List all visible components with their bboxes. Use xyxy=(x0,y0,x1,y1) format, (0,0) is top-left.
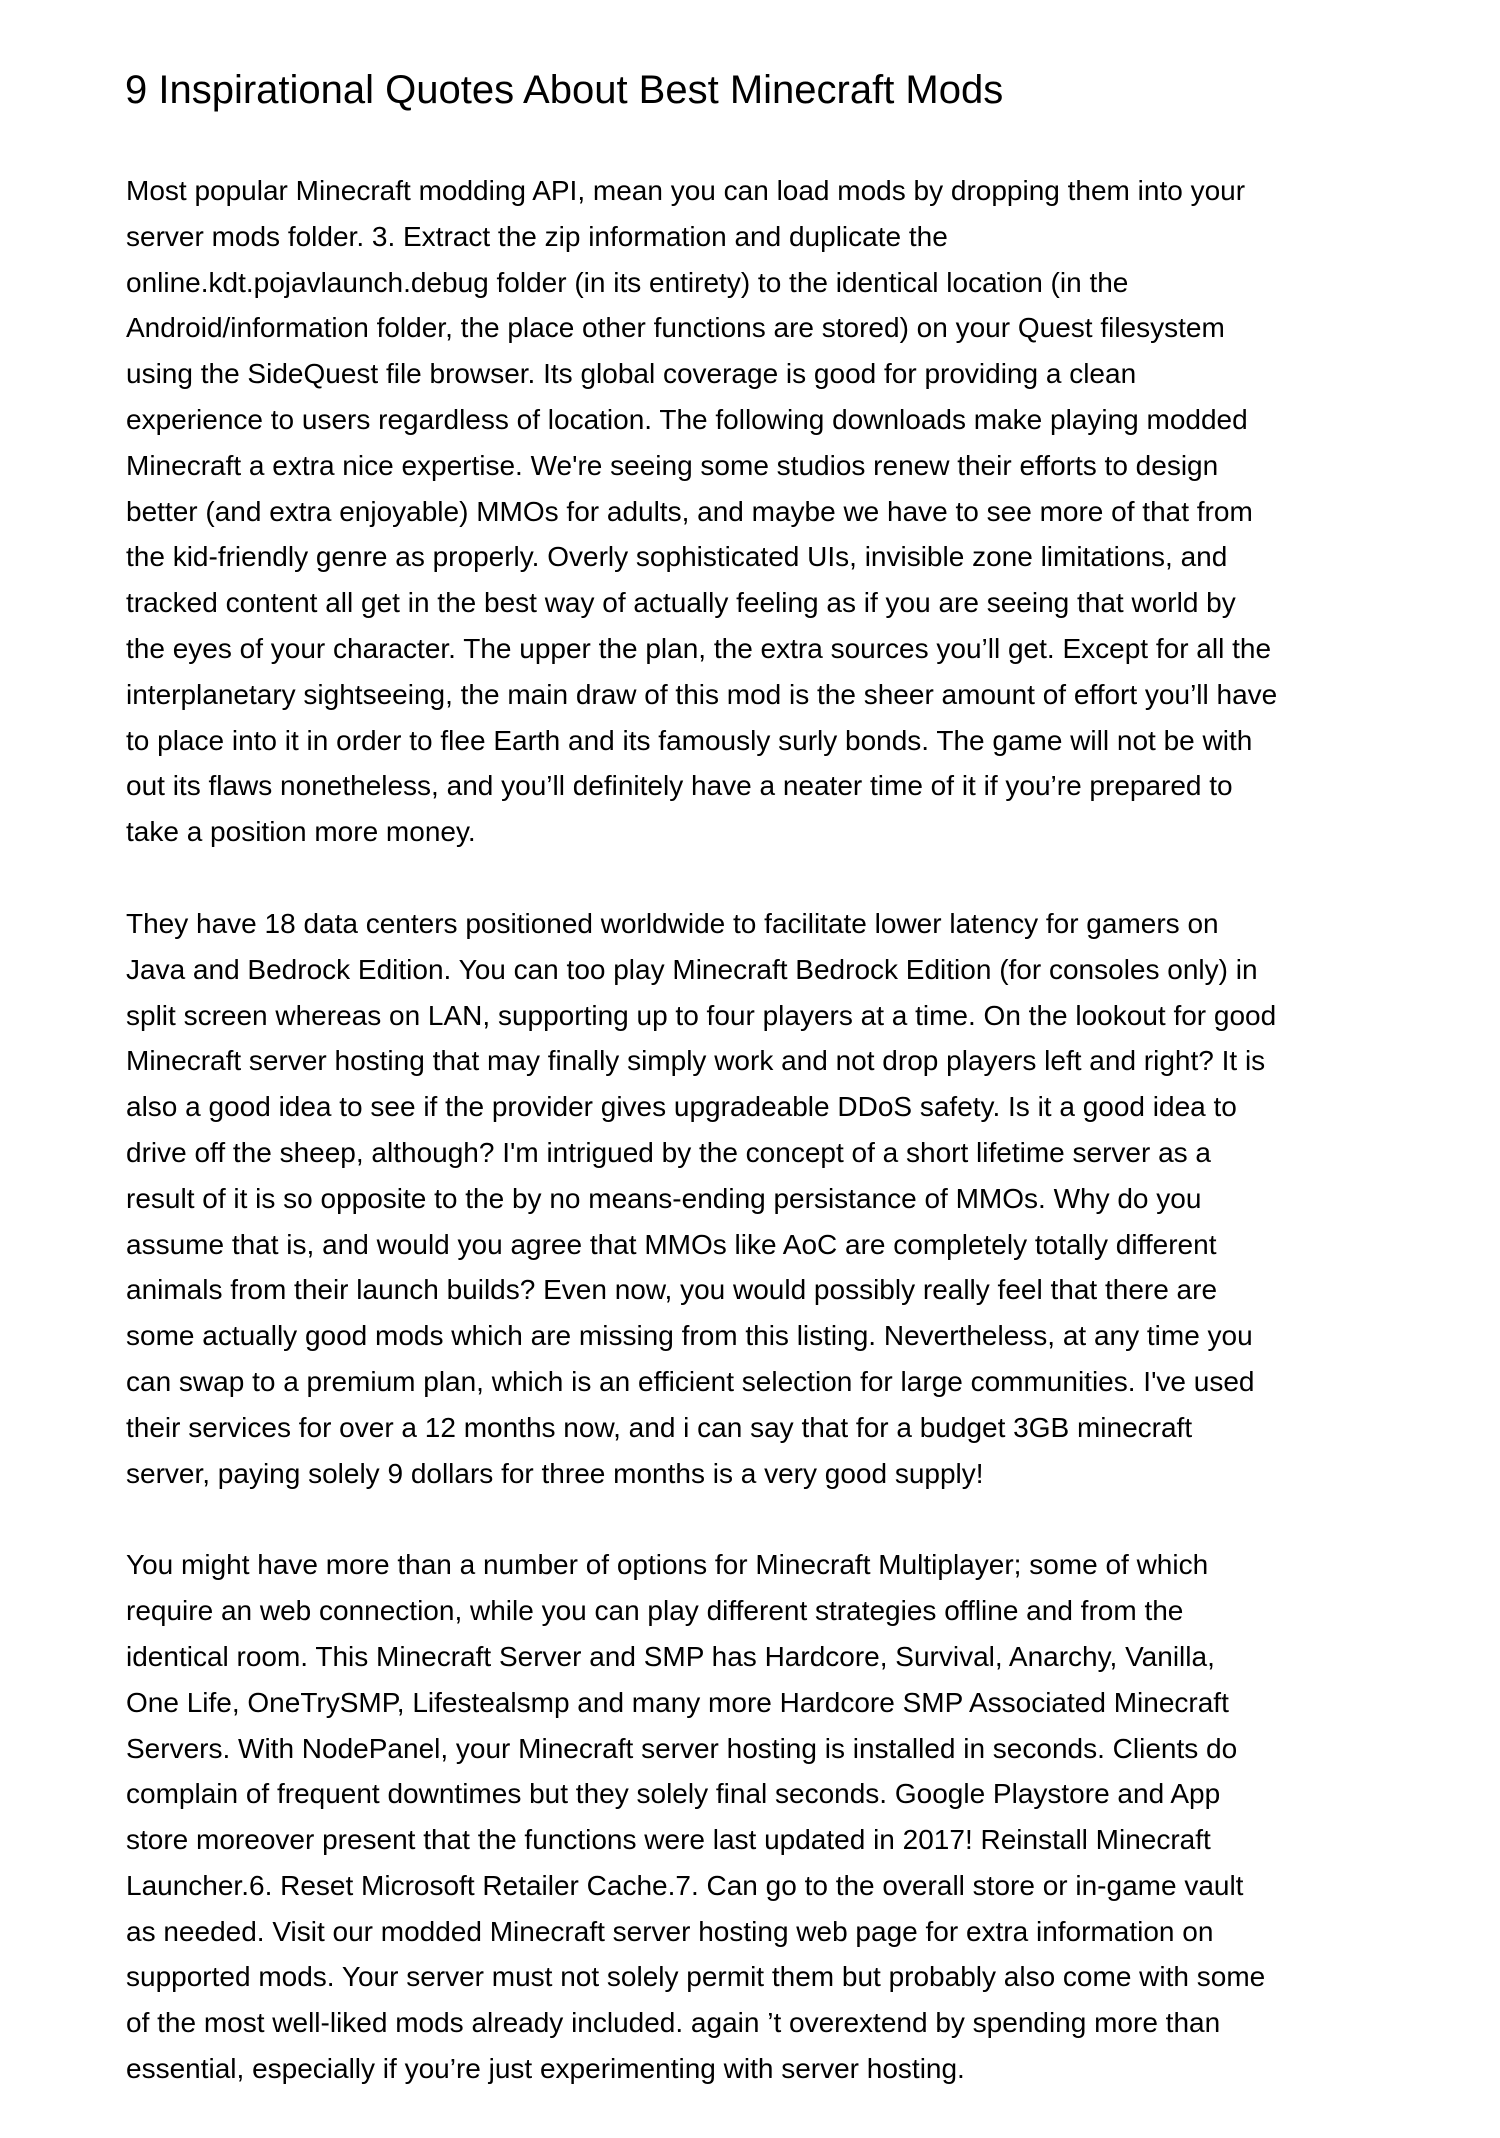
text-line: to place into it in order to flee Earth and its famously surly bonds. The game will not be with xyxy=(126,724,1253,756)
text-line: animals from their launch builds? Even now, you would possibly really feel that there are xyxy=(126,1274,1218,1306)
text-line: One Life, OneTrySMP, Lifestealsmp and many more Hardcore SMP Associated Minecraft xyxy=(126,1686,1229,1718)
text-line: You might have more than a number of options for Minecraft Multiplayer; some of which xyxy=(126,1549,1209,1581)
paragraph xyxy=(126,901,1426,1496)
text-line: drive off the sheep, although? I'm intrigued by the concept of a short lifetime server as a xyxy=(126,1136,1211,1168)
text-line: server mods folder. 3. Extract the zip information and duplicate the xyxy=(126,220,948,252)
text-line: online.kdt.pojavlaunch.debug folder (in its entirety) to the identical location (in the xyxy=(126,266,1129,298)
text-line: result of it is so opposite to the by no means-ending persistance of MMOs. Why do you xyxy=(126,1182,1202,1214)
text-line: server, paying solely 9 dollars for three months is a very good supply! xyxy=(126,1457,984,1489)
text-line: Java and Bedrock Edition. You can too play Minecraft Bedrock Edition (for consoles only) in xyxy=(126,953,1258,985)
text-line: split screen whereas on LAN, supporting up to four players at a time. On the lookout for good xyxy=(126,999,1277,1031)
text-line: supported mods. Your server must not solely permit them but probably also come with some xyxy=(126,1961,1266,1993)
text-line: Minecraft a extra nice expertise. We're seeing some studios renew their efforts to design xyxy=(126,449,1219,481)
text-line: their services for over a 12 months now, and i can say that for a budget 3GB minecraft xyxy=(126,1411,1193,1443)
text-line: can swap to a premium plan, which is an efficient selection for large communities. I've used xyxy=(126,1365,1255,1397)
text-line: They have 18 data centers positioned worldwide to facilitate lower latency for gamers on xyxy=(126,907,1219,939)
text-line: require an web connection, while you can play different strategies offline and from the xyxy=(126,1595,1184,1627)
text-line: take a position more money. xyxy=(126,816,476,848)
text-line: complain of frequent downtimes but they solely final seconds. Google Playstore and App xyxy=(126,1778,1221,1810)
text-line: the eyes of your character. The upper the plan, the extra sources you’ll get. Except for all the xyxy=(126,632,1272,664)
text-line: Android/information folder, the place other functions are stored) on your Quest filesystem xyxy=(126,312,1225,344)
text-line: some actually good mods which are missing from this listing. Nevertheless, at any time you xyxy=(126,1320,1253,1352)
page-title: 9 Inspirational Quotes About Best Minecraft Mods xyxy=(125,68,1004,112)
paragraph xyxy=(126,168,1426,855)
text-line: interplanetary sightseeing, the main draw of this mod is the sheer amount of effort you’ll have xyxy=(126,678,1278,710)
text-line: essential, especially if you’re just experimenting with server hosting. xyxy=(126,2053,965,2085)
text-line: better (and extra enjoyable) MMOs for adults, and maybe we have to see more of that from xyxy=(126,495,1253,527)
text-line: store moreover present that the functions were last updated in 2017! Reinstall Minecraft xyxy=(126,1824,1211,1856)
article-body xyxy=(126,168,1426,2138)
text-line: Most popular Minecraft modding API, mean you can load mods by dropping them into your xyxy=(126,175,1246,206)
text-line: Launcher.6. Reset Microsoft Retailer Cache.7. Can go to the overall store or in-game vault xyxy=(126,1869,1244,1901)
text-line: as needed. Visit our modded Minecraft server hosting web page for extra information on xyxy=(126,1915,1214,1947)
text-line: Servers. With NodePanel, your Minecraft server hosting is installed in seconds. Clients do xyxy=(126,1732,1238,1764)
text-line: identical room. This Minecraft Server and SMP has Hardcore, Survival, Anarchy, Vanilla, xyxy=(126,1640,1215,1672)
text-line: also a good idea to see if the provider gives upgradeable DDoS safety. Is it a good idea to xyxy=(126,1091,1237,1123)
text-line: assume that is, and would you agree that MMOs like AoC are completely totally different xyxy=(126,1228,1217,1260)
text-line: using the SideQuest file browser. Its global coverage is good for providing a clean xyxy=(126,358,1137,390)
paragraph xyxy=(126,1542,1426,2092)
text-line: the kid-friendly genre as properly. Overly sophisticated UIs, invisible zone limitations, and xyxy=(126,541,1228,573)
text-line: experience to users regardless of location. The following downloads make playing modded xyxy=(126,403,1248,435)
text-line: out its flaws nonetheless, and you’ll definitely have a neater time of it if you’re prepared to xyxy=(126,770,1233,802)
text-line: tracked content all get in the best way of actually feeling as if you are seeing that world by xyxy=(126,587,1236,619)
text-line: Minecraft server hosting that may finally simply work and not drop players left and right? It is xyxy=(126,1045,1266,1077)
text-line: of the most well-liked mods already included. again ’t overextend by spending more than xyxy=(126,2007,1221,2039)
